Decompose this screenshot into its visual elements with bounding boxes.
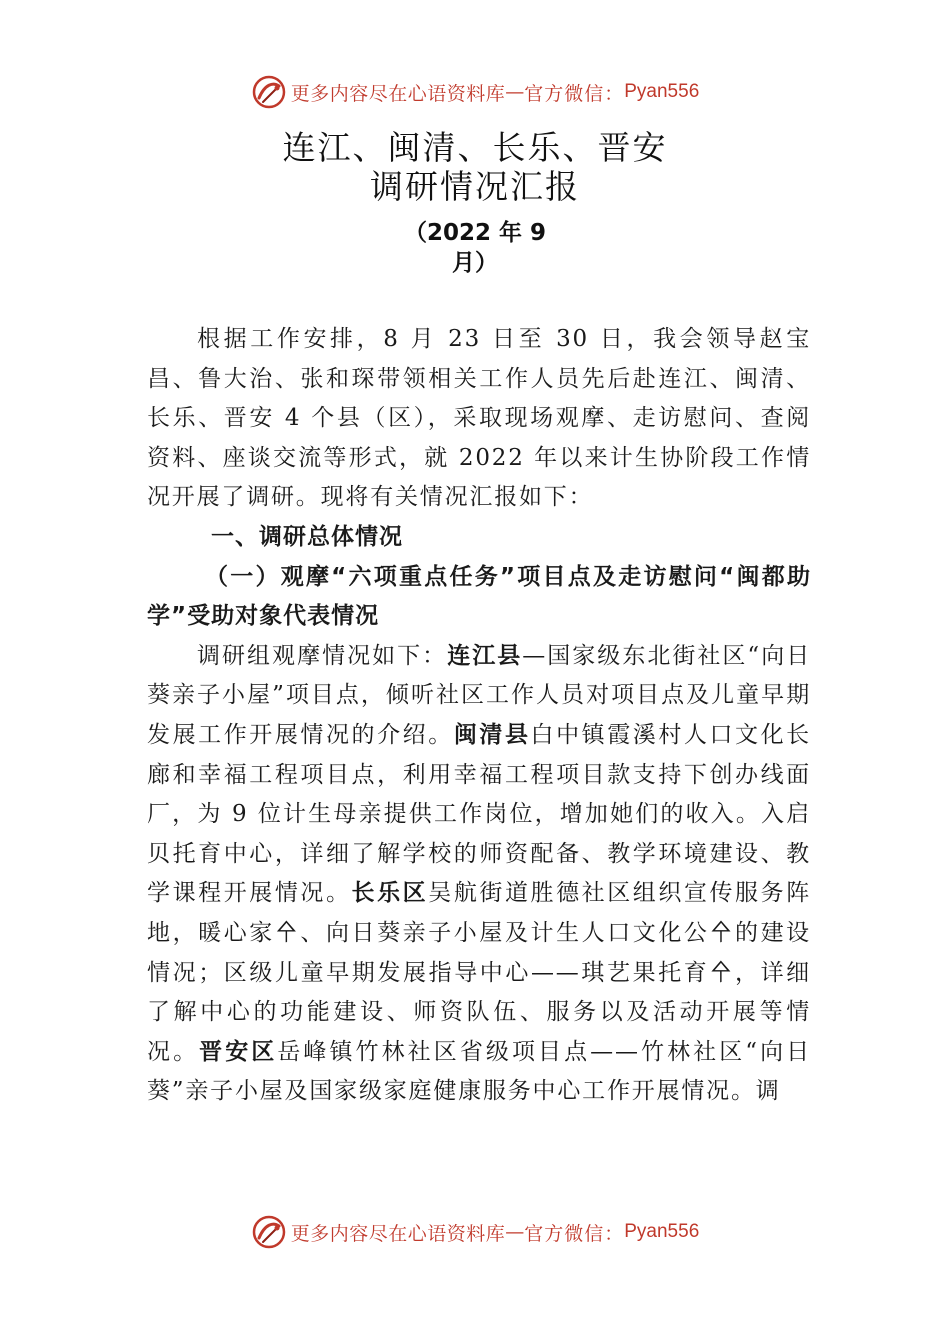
document-date-line2: 月） xyxy=(452,250,498,276)
observation-paragraph xyxy=(147,637,811,1112)
district-jinan: 晋安区 xyxy=(199,1038,278,1065)
lianjiang-text: —国家级东北街社区“向日葵亲子小屋”项目点，倾听社区工作人员对项目点及儿童早期发展工作开展情况的介绍。 xyxy=(147,642,812,748)
document-title-line2: 调研情况汇报 xyxy=(370,167,580,206)
county-minqing: 闽清县 xyxy=(453,721,531,748)
watermark-banner-top xyxy=(0,72,950,112)
district-changle: 长乐区 xyxy=(351,880,429,907)
watermark-wechat-id: Pyan556 xyxy=(624,1221,700,1242)
intro-paragraph: 根据工作安排，8 月 23 日至 30 日，我会领导赵宝昌、鲁大治、张和琛带领相关工作人员先后赴连江、闽清、长乐、晋安 4 个县（区），采取现场观摩、走访慰问、查阅资料、座谈交流等形式，就 2022 年以来计生协阶段工作情况开展了调研。现将有关情况汇报如下： xyxy=(147,326,811,511)
calligraphy-logo-icon xyxy=(251,1214,287,1250)
section-heading-1: 一、调研总体情况 xyxy=(211,523,403,550)
observation-lead: 调研组观摩情况如下： xyxy=(197,642,448,669)
document-title-line1: 连江、闽清、长乐、晋安 xyxy=(282,128,668,167)
jinan-text: 岳峰镇竹林社区省级项目点——竹林社区“向日葵”亲子小屋及国家级家庭健康服务中心工作开展情况。调 xyxy=(147,1038,811,1105)
document-date-line1: （2022 年 9 xyxy=(403,220,547,246)
watermark-wechat-label: 官方微信： xyxy=(524,82,625,105)
subsection-heading-1: （一）观摩“六项重点任务”项目点及走访慰问“闽都助学”受助对象代表情况 xyxy=(147,563,811,630)
watermark-banner-bottom xyxy=(0,1212,950,1252)
watermark-wechat-label: 官方微信： xyxy=(524,1222,625,1245)
watermark-separator: — xyxy=(505,81,525,103)
watermark-brand-text: 更多内容尽在心语资料库 xyxy=(290,1222,506,1245)
minqing-text: 白中镇霞溪村人口文化长廊和幸福工程项目点，利用幸福工程项目款支持下创办线面厂，为 9 位计生母亲提供工作岗位，增加她们的收入。入启贝托育中心，详细了解学校的师资配备、教学环境建设、教学课程开展情况。 xyxy=(147,721,811,907)
watermark-wechat-id: Pyan556 xyxy=(624,81,700,102)
calligraphy-logo-icon xyxy=(251,74,287,110)
changle-text: 吴航街道胜德社区组织宣传服务阵地，暖心家㐃、向日葵亲子小屋及计生人口文化公㐃的建设情况；区级儿童早期发展指导中心——琪艺果托育㐃，详细了解中心的功能建设、师资队伍、服务以及活动开展等情况。 xyxy=(147,880,811,1065)
watermark-brand-text: 更多内容尽在心语资料库 xyxy=(290,82,506,105)
watermark-separator: — xyxy=(505,1221,525,1243)
document-body xyxy=(147,320,811,1112)
county-lianjiang: 连江县 xyxy=(447,642,523,669)
